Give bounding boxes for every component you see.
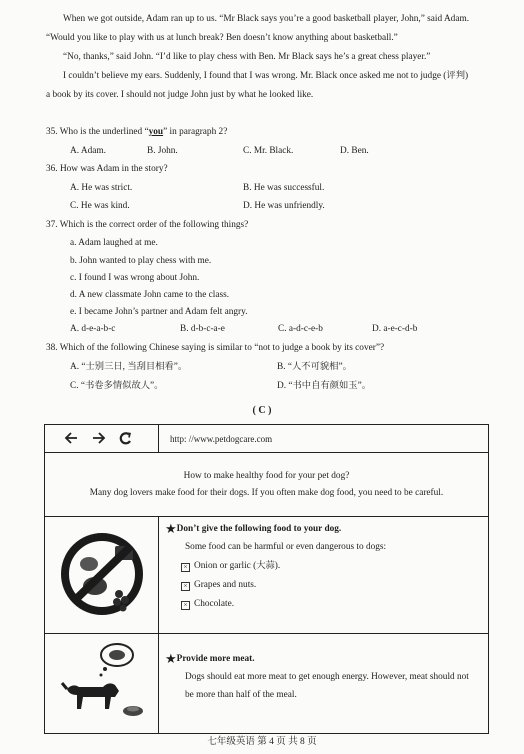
option-d: D. He was unfriendly. — [243, 201, 325, 211]
star-icon: ★ — [165, 521, 177, 536]
option-c: C. Mr. Black. — [243, 146, 294, 156]
cross-box-icon: × — [181, 601, 190, 610]
heading-text: Provide more meat. — [176, 654, 255, 664]
heading-text: Don’t give the following food to your dog. — [176, 524, 342, 534]
option-c: C. He was kind. — [70, 201, 130, 211]
divider — [158, 516, 159, 733]
food-item-label: Onion or garlic (大蒜). — [194, 561, 281, 571]
tip1-lead: Some food can be harmful or even dangerous to dogs: — [185, 542, 387, 552]
event-item: d. A new classmate John came to the class. — [70, 290, 230, 300]
question-stem: ” in paragraph 2? — [163, 127, 228, 137]
passage-line: When we got outside, Adam ran up to us. “Mr Black says you’re a good basketball player, John,” said Adam. — [63, 14, 470, 24]
event-item: c. I found I was wrong about John. — [70, 273, 200, 283]
underlined-word: you — [148, 127, 164, 137]
option-a: A. “士别三日, 当刮目相看”。 — [70, 362, 188, 372]
option-d: D. “书中自有颜如玉”。 — [277, 381, 371, 391]
dog-eating-meat-image — [59, 639, 149, 729]
divider — [158, 425, 159, 452]
passage-line: a book by its cover. I should not judge John just by what he looked like. — [46, 90, 314, 100]
food-item — [181, 598, 234, 610]
passage-line: “Would you like to play with us at lunch break? Ben doesn’t know anything about basketball.” — [46, 33, 398, 43]
tip1-heading — [165, 523, 341, 535]
option-b: B. d-b-c-a-e — [180, 324, 225, 334]
intro-body: Many dog lovers make food for their dogs. If you often make dog food, you need to be careful. — [89, 488, 444, 498]
passage-line: I couldn’t believe my ears. Suddenly, I found that I was wrong. Mr. Black once asked me not to judge (评判) — [63, 71, 469, 81]
option-b: B. John. — [147, 146, 178, 156]
tip2-body: Dogs should eat more meat to get enough energy. However, meat should not — [185, 672, 469, 682]
question-36: 36. How was Adam in the story? — [46, 164, 168, 174]
tip2-body: be more than half of the meal. — [185, 690, 297, 700]
cross-box-icon: × — [181, 563, 190, 572]
forward-arrow-icon[interactable] — [93, 433, 104, 443]
option-d: D. Ben. — [340, 146, 369, 156]
no-food-image — [59, 524, 149, 624]
option-d: D. a-e-c-d-b — [372, 324, 418, 334]
browser-nav — [63, 430, 143, 446]
page-footer: 七年级英语 第 4 页 共 8 页 — [207, 737, 317, 747]
question-37: 37. Which is the correct order of the following things? — [46, 220, 249, 230]
url-bar[interactable]: http: //www.petdogcare.com — [170, 434, 273, 444]
event-item: e. I became John’s partner and Adam felt angry. — [70, 307, 248, 317]
question-38: 38. Which of the following Chinese saying is similar to “not to judge a book by its cover”? — [46, 343, 385, 353]
refresh-icon[interactable] — [121, 433, 130, 443]
option-b: B. He was successful. — [243, 183, 325, 193]
food-item-label: Chocolate. — [194, 599, 235, 609]
webpage-table — [44, 424, 489, 734]
event-item: a. Adam laughed at me. — [70, 238, 158, 248]
option-a: A. d-e-a-b-c — [70, 324, 116, 334]
star-icon: ★ — [165, 651, 177, 666]
back-arrow-icon[interactable] — [66, 433, 77, 443]
option-a: A. He was strict. — [70, 183, 133, 193]
food-item-label: Grapes and nuts. — [194, 580, 257, 590]
passage-line: “No, thanks,” said John. “I’d like to play chess with Ben. Mr Black says he’s a great chess player.” — [63, 52, 431, 62]
question-35 — [46, 126, 227, 138]
intro-row — [45, 452, 488, 517]
food-item — [181, 560, 280, 572]
tip2-heading — [165, 653, 255, 665]
section-heading: ( C ) — [252, 405, 272, 416]
intro-title: How to make healthy food for your pet dog? — [183, 471, 350, 481]
food-item — [181, 579, 256, 591]
event-item: b. John wanted to play chess with me. — [70, 256, 212, 266]
option-b: B. “人不可貌相”。 — [277, 362, 352, 372]
option-c: C. “书卷多情似故人”。 — [70, 381, 164, 391]
cross-box-icon: × — [181, 582, 190, 591]
question-stem: 35. Who is the underlined “ — [46, 127, 149, 137]
option-a: A. Adam. — [70, 146, 106, 156]
option-c: C. a-d-c-e-b — [278, 324, 323, 334]
